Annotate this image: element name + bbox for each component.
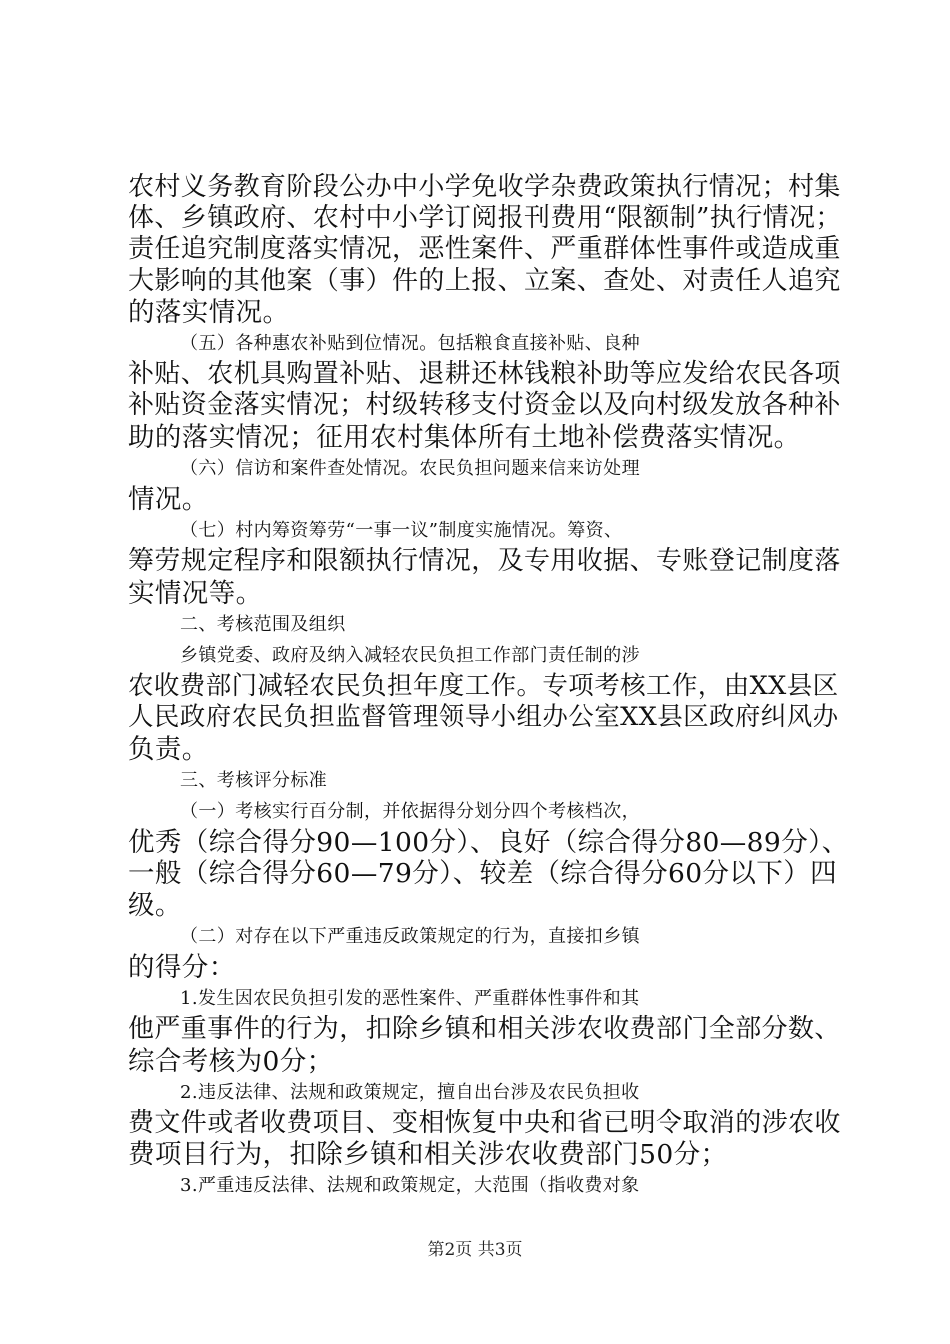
text-line: 乡镇党委、政府及纳入减轻农民负担工作部门责任制的涉 — [180, 645, 640, 666]
text-line: 的落实情况。 — [128, 296, 290, 328]
list-item: 1.发生因农民负担引发的恶性案件、严重群体性事件和其 — [180, 988, 640, 1010]
text-line: 情况。 — [128, 484, 209, 515]
text-line: 体、乡镇政府、农村中小学订阅报刊费用“限额制”执行情况； — [128, 203, 842, 234]
text-line: 综合考核为0分； — [128, 1045, 334, 1077]
text-line: 的得分： — [128, 952, 236, 983]
text-line: 费文件或者收费项目、变相恢复中央和省已明令取消的涉农收 — [128, 1108, 841, 1138]
text-line: 补贴资金落实情况；村级转移支付资金以及向村级发放各种补 — [128, 390, 841, 421]
section-heading: （六）信访和案件查处情况。农民负担问题来信来访处理 — [180, 457, 640, 479]
text-line: 负责。 — [128, 733, 209, 765]
section-heading: 三、考核评分标准 — [180, 769, 328, 791]
section-heading: （五）各种惠农补贴到位情况。包括粮食直接补贴、良种 — [180, 333, 640, 354]
text-line: 农村义务教育阶段公办中小学免收学杂费政策执行情况；村集 — [128, 172, 841, 202]
text-line: 人民政府农民负担监督管理领导小组办公室XX县区政府纠风办 — [128, 702, 839, 733]
text-line: 大影响的其他案（事）件的上报、立案、查处、对责任人追究 — [128, 265, 841, 296]
text-line: 补贴、农机具购置补贴、退耕还林钱粮补助等应发给农民各项 — [128, 359, 841, 390]
text-line: （一）考核实行百分制，并依据得分划分四个考核档次， — [180, 801, 640, 822]
section-heading: （七）村内筹资筹劳“一事一议”制度实施情况。筹资、 — [180, 520, 623, 542]
text-line: 费项目行为，扣除乡镇和相关涉农收费部门50分； — [128, 1139, 728, 1171]
text-line: （二）对存在以下严重违反政策规定的行为，直接扣乡镇 — [180, 925, 640, 947]
text-line: 助的落实情况；征用农村集体所有土地补偿费落实情况。 — [128, 421, 801, 453]
text-line: 责任追究制度落实情况，恶性案件、严重群体性事件或造成重 — [128, 234, 841, 265]
list-item: 3.严重违反法律、法规和政策规定，大范围（指收费对象 — [180, 1175, 640, 1197]
text-line: 级。 — [128, 889, 182, 921]
page-number: 第2页 共3页 — [427, 1240, 523, 1260]
text-line: 实情况等。 — [128, 577, 263, 609]
section-heading: 二、考核范围及组织 — [180, 613, 346, 635]
list-item: 2.违反法律、法规和政策规定，擅自出台涉及农民负担收 — [180, 1081, 640, 1103]
text-line: 一般（综合得分60—79分）、较差（综合得分60分以下）四 — [128, 858, 838, 890]
text-line: 优秀（综合得分90—100分）、良好（综合得分80—89分）、 — [128, 827, 849, 859]
text-line: 筹劳规定程序和限额执行情况，及专用收据、专账登记制度落 — [128, 546, 841, 577]
text-line: 他严重事件的行为，扣除乡镇和相关涉农收费部门全部分数、 — [128, 1014, 841, 1045]
text-line: 农收费部门减轻农民负担年度工作。专项考核工作，由XX县区 — [128, 671, 839, 702]
